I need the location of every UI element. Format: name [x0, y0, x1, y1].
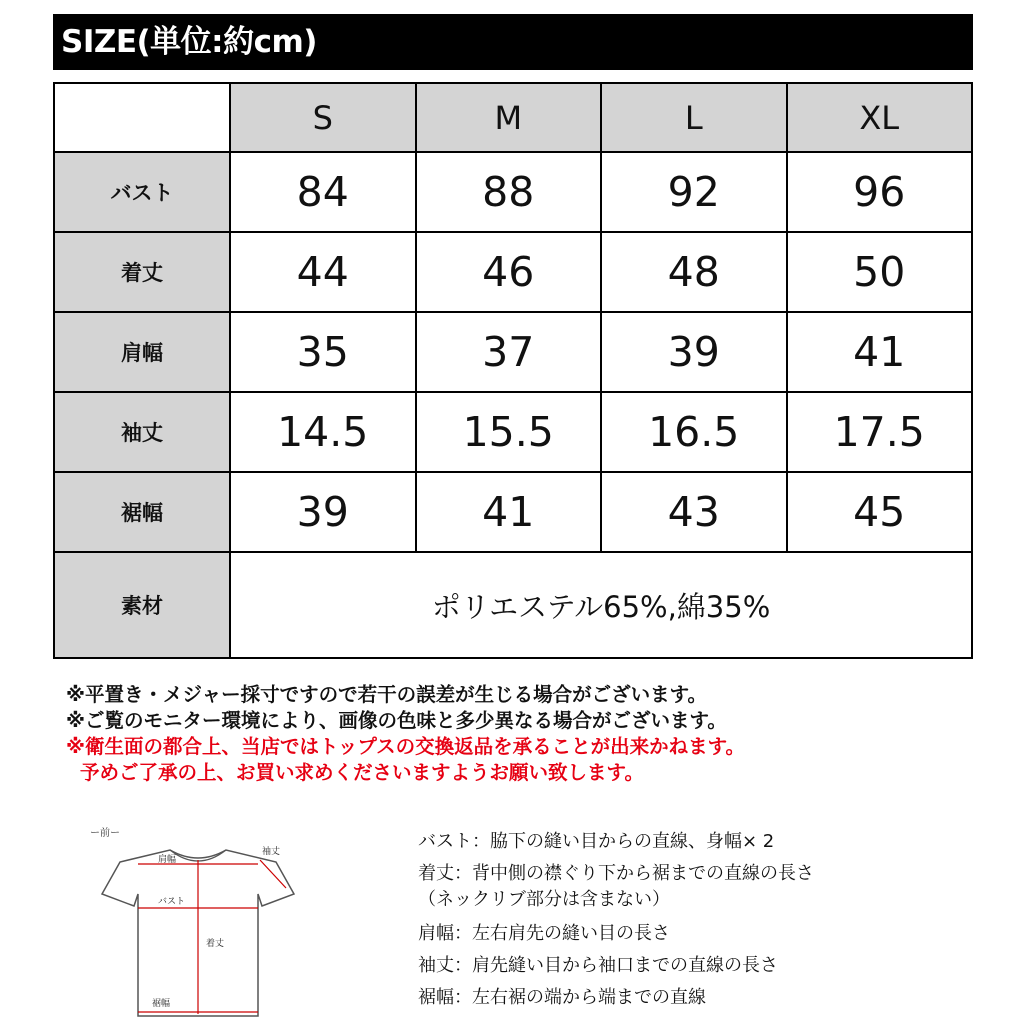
table-cell: 48	[601, 232, 787, 312]
note-no-returns: ※衛生面の都合上、当店ではトップスの交換返品を承ることが出来かねます。	[66, 735, 746, 758]
size-table	[53, 82, 973, 659]
table-row-length	[54, 232, 972, 312]
size-header-xl: XL	[787, 83, 973, 152]
row-label-length: 着丈	[54, 232, 230, 312]
table-cell: 14.5	[230, 392, 416, 472]
table-cell: 44	[230, 232, 416, 312]
table-cell: 39	[601, 312, 787, 392]
table-cell: 50	[787, 232, 973, 312]
row-label-material: 素材	[54, 552, 230, 658]
table-cell: 88	[416, 152, 602, 232]
size-title-bar	[53, 14, 973, 70]
table-row-bust	[54, 152, 972, 232]
legend-shoulder: 肩幅：左右肩先の縫い目の長さ	[418, 923, 670, 944]
table-cell: 41	[416, 472, 602, 552]
table-row-material	[54, 552, 972, 658]
front-label: ー前ー	[90, 828, 120, 839]
table-cell: 46	[416, 232, 602, 312]
table-cell: 41	[787, 312, 973, 392]
diagram-shoulder-label: 肩幅	[158, 855, 177, 865]
diagram-bust-label: バスト	[158, 897, 186, 907]
notes-block	[66, 682, 966, 786]
size-header-s: S	[230, 83, 416, 152]
table-row-sleeve	[54, 392, 972, 472]
table-cell: 96	[787, 152, 973, 232]
table-cell: 17.5	[787, 392, 973, 472]
size-header-l: L	[601, 83, 787, 152]
table-cell: 35	[230, 312, 416, 392]
table-cell: 92	[601, 152, 787, 232]
table-row-hem	[54, 472, 972, 552]
diagram-sleeve-label: 袖丈	[262, 847, 281, 857]
note-monitor: ※ご覧のモニター環境により、画像の色味と多少異なる場合がございます。	[66, 709, 727, 732]
row-label-hem: 裾幅	[54, 472, 230, 552]
size-header-m: M	[416, 83, 602, 152]
row-label-bust: バスト	[54, 152, 230, 232]
diagram-length-label: 着丈	[206, 939, 225, 949]
size-header-row	[54, 83, 972, 152]
table-cell: 39	[230, 472, 416, 552]
diagram-hem-label: 裾幅	[152, 999, 171, 1009]
table-cell: 16.5	[601, 392, 787, 472]
corner-cell	[54, 83, 230, 152]
table-cell: 37	[416, 312, 602, 392]
legend-hem: 裾幅：左右裾の端から端までの直線	[418, 987, 706, 1008]
row-label-sleeve: 袖丈	[54, 392, 230, 472]
table-cell: 15.5	[416, 392, 602, 472]
table-cell: 43	[601, 472, 787, 552]
table-cell: 45	[787, 472, 973, 552]
legend-sleeve: 袖丈：肩先縫い目から袖口までの直線の長さ	[418, 955, 778, 976]
legend-length-note: （ネックリブ部分は含まない）	[418, 889, 670, 910]
measurement-legend	[418, 826, 1008, 1014]
legend-length: 着丈：背中側の襟ぐり下から裾までの直線の長さ	[418, 863, 814, 884]
table-row-shoulder	[54, 312, 972, 392]
size-title: SIZE(単位:約cm)	[61, 24, 317, 60]
tshirt-measurement-diagram	[86, 820, 316, 1020]
note-measurement: ※平置き・メジャー採寸ですので若干の誤差が生じる場合がございます。	[66, 683, 708, 706]
note-no-returns-cont: 予めご了承の上、お買い求めくださいますようお願い致します。	[80, 761, 644, 784]
row-label-shoulder: 肩幅	[54, 312, 230, 392]
legend-bust: バスト：脇下の縫い目からの直線、身幅× 2	[418, 831, 775, 852]
material-value: ポリエステル65%,綿35%	[230, 552, 972, 658]
table-cell: 84	[230, 152, 416, 232]
